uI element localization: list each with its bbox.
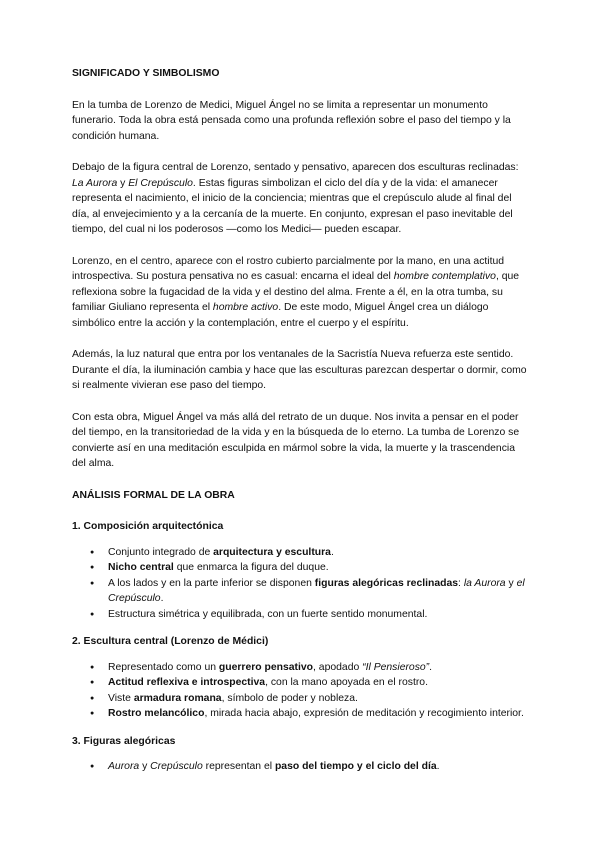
list-item: [108, 759, 528, 775]
italic-term-activo: hombre activo: [212, 302, 279, 313]
text-run: , mirada hacia abajo, expresión de meditación y recogimiento interior.: [204, 708, 524, 719]
italic-term: Crepúsculo: [150, 761, 203, 772]
text-run: , que reflexiona sobre la fugacidad de la vida y el destino del alma. Frente a él, en la otra tumba, su familiar Giuliano representa el: [72, 271, 520, 313]
bold-term: armadura romana: [133, 692, 222, 704]
bold-term: arquitectura y escultura: [213, 546, 331, 558]
text-run: , con la mano apoyada en el rostro.: [265, 677, 428, 688]
italic-term: la Aurora: [463, 577, 506, 589]
subsection-title-composicion: 1. Composición arquitectónica: [72, 521, 224, 532]
bold-term: Nicho central: [108, 562, 174, 573]
paragraph-intro: En la tumba de Lorenzo de Medici, Miguel Ángel no se limita a representar un monumento funerario. Toda la obra está pensada como una profunda reflexión sobre el paso del tiempo y la condición humana.: [72, 99, 511, 142]
paragraph-light: Además, la luz natural que entra por los ventanales de la Sacristía Nueva refuerza este sentido. Durante el día, la iluminación cambia y hace que las esculturas parezcan despertar o dormir, como si realmente vivieran ese paso del tiempo.: [72, 349, 527, 391]
paragraph-conclusion: Con esta obra, Miguel Ángel va más allá del retrato de un duque. Nos invita a pensar en el poder del tiempo, en la transitoriedad de la vida y en la búsqueda de lo eterno. La tumba de Lorenzo se convierte así en una meditación esculpida en mármol sobre la vida, la muerte y la trascendencia del alma.: [72, 411, 520, 469]
italic-title-aurora: La Aurora: [72, 177, 118, 189]
text-run: que enmarca la figura del duque.: [173, 562, 329, 573]
section-heading-analisis: ANÁLISIS FORMAL DE LA OBRA: [72, 489, 235, 501]
text-run: Viste: [108, 692, 134, 704]
bullet-list-composicion: [72, 545, 528, 623]
text-run: A los lados y en la parte inferior se disponen: [108, 577, 315, 589]
bold-term: figuras alegóricas reclinadas: [314, 577, 459, 589]
subsection-title-figuras: 3. Figuras alegóricas: [72, 735, 176, 747]
italic-term: el Crepúsculo: [108, 577, 525, 604]
list-item: [108, 545, 528, 561]
list-item: [108, 660, 528, 676]
subsection-title-escultura: 2. Escultura central (Lorenzo de Médici): [72, 636, 269, 647]
list-item: [108, 576, 528, 607]
text-run: .: [330, 546, 334, 558]
italic-title-crepusculo: El Crepúsculo: [128, 177, 193, 189]
text-run: y: [139, 761, 151, 772]
list-item: [108, 560, 528, 576]
text-run: , símbolo de poder y nobleza.: [221, 692, 358, 704]
text-run: .: [436, 761, 440, 772]
text-run: .: [160, 593, 164, 604]
italic-term: Aurora: [108, 761, 140, 772]
text-run: y: [117, 177, 129, 189]
text-run: . De este modo, Miguel Ángel crea un diálogo simbólico entre la acción y la contemplación, entre el cuerpo y el espíritu.: [72, 302, 489, 329]
text-run: Lorenzo, en el centro, aparece con el rostro cubierto parcialmente por la mano, en una actitud introspectiva. Su postura pensativa no es casual: encarna el ideal del: [72, 255, 505, 282]
text-run: Conjunto integrado de: [108, 546, 214, 558]
text-run: . Estas figuras simbolizan el ciclo del día y de la vida: el amanecer representa el nacimiento, el inicio de la conciencia; mientras que el crepúsculo alude al final del día, al envejecimiento y a la cercanía de la muerte. En conjunto, expresan el paso inevitable del tiempo, del cual ni los poderosos —como los Medici— pueden escapar.: [72, 177, 513, 235]
text-run: Estructura simétrica y equilibrada, con un fuerte sentido monumental.: [108, 608, 428, 620]
list-item: [108, 607, 528, 623]
text-run: Representado como un: [108, 661, 219, 673]
text-run: Debajo de la figura central de Lorenzo, sentado y pensativo, aparecen dos esculturas reclinadas:: [72, 162, 519, 173]
bold-term: paso del tiempo y el ciclo del día: [274, 761, 437, 772]
list-item: [108, 675, 528, 691]
paragraph-figures: [72, 160, 528, 238]
text-run: :: [458, 577, 464, 589]
bullet-list-escultura: [72, 660, 528, 722]
text-run: representan el: [202, 761, 275, 772]
list-item: [108, 706, 528, 722]
bold-term: Actitud reflexiva e introspectiva: [108, 677, 266, 688]
paragraph-lorenzo: [72, 254, 528, 332]
bold-term: Rostro melancólico: [108, 708, 205, 719]
bullet-list-figuras: [72, 759, 528, 775]
text-run: .: [429, 661, 433, 673]
text-run: , apodado: [313, 661, 363, 673]
italic-term: “Il Pensieroso”: [362, 661, 430, 673]
text-run: y: [505, 577, 517, 589]
section-heading-significado: SIGNIFICADO Y SIMBOLISMO: [72, 68, 220, 79]
bold-term: guerrero pensativo: [218, 661, 314, 673]
italic-term-contemplativo: hombre contemplativo: [393, 271, 496, 282]
list-item: [108, 691, 528, 707]
